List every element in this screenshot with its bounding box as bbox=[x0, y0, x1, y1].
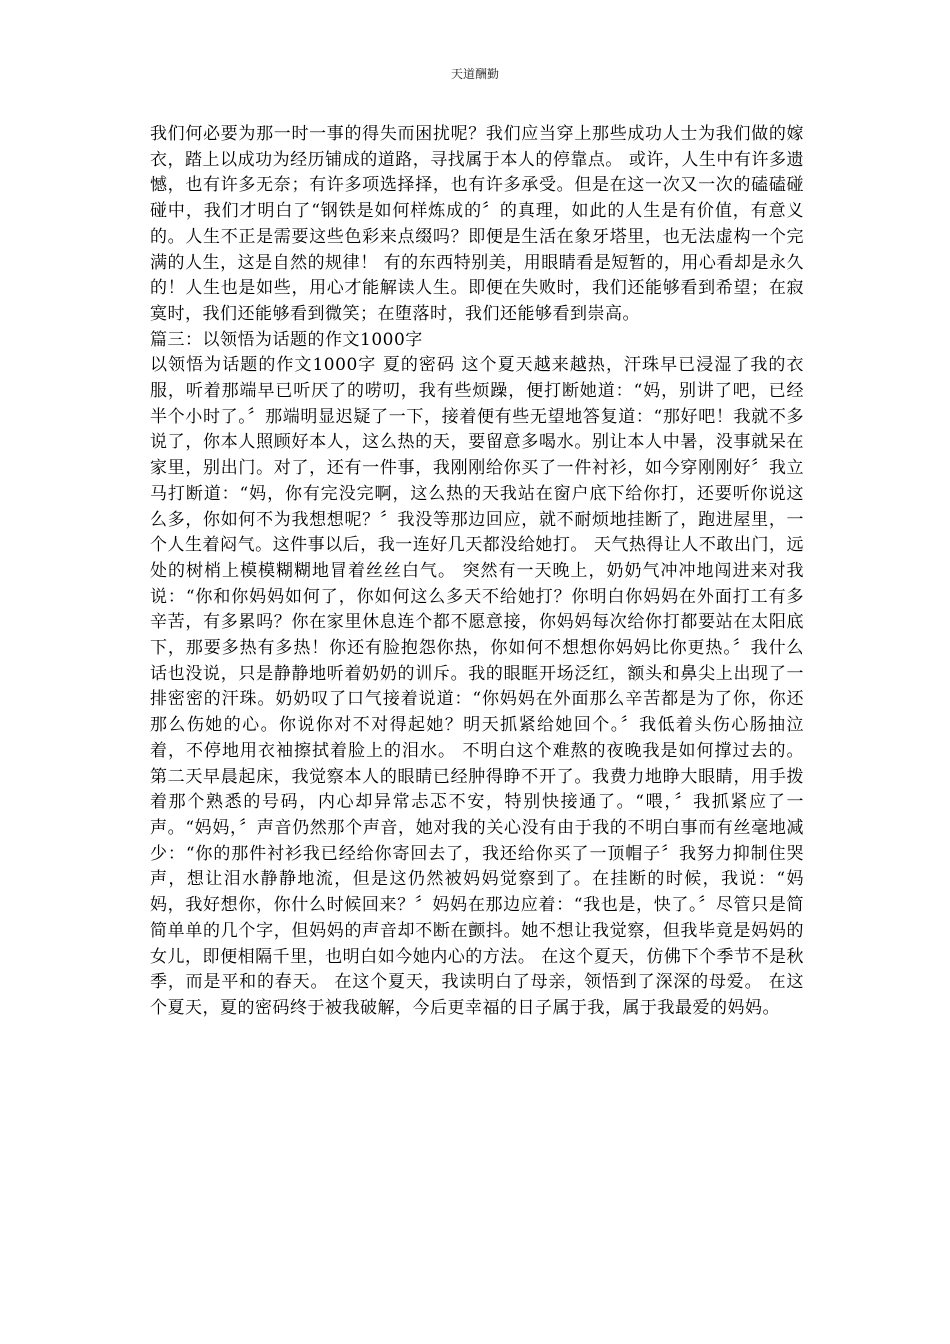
section-heading: 篇三：以领悟为话题的作文1000字 bbox=[150, 329, 423, 350]
body-paragraph-2: 以领悟为话题的作文1000字 夏的密码 这个夏天越来越热，汗珠早已浸湿了我的衣服，听着那端早已听厌了的唠叨，我有些烦躁，便打断她道：“妈，别讲了吧，已经半个小时了。〞那端明显迟疑了一下，接着便有些无望地答复道：“那好吧！我就不多说了，你本人照顾好本人，这么热的天，要留意多喝水。别让本人中暑，没事就呆在家里，别出门。对了，还有一件事，我刚刚给你买了一件衬衫，如今穿刚刚好〞我立马打断道：“妈，你有完没完啊，这么热的天我站在窗户底下给你打，还要听你说这么多，你如何不为我想想呢？〞我没等那边回应，就不耐烦地挂断了，跑进屋里，一个人生着闷气。这件事以后，我一连好几天都没给她打。 天气热得让人不敢出门，远处的树梢上模模糊糊地冒着丝丝白气。 突然有一天晚上，奶奶气冲冲地闯进来对我说：“你和你妈妈如何了，你如何这么多天不给她打？你明白你妈妈在外面打工有多辛苦，有多累吗？你在家里休息连个都不愿意接，你妈妈每次给你打都要站在太阳底下，那要多热有多热！你还有脸抱怨你热，你如何不想想你妈妈比你更热。〞我什么话也没说，只是静静地听着奶奶的训斥。我的眼眶开场泛红，额头和鼻尖上出现了一排密密的汗珠。奶奶叹了口气接着说道：“你妈妈在外面那么辛苦都是为了你，你还那么伤她的心。你说你对不对得起她？明天抓紧给她回个。〞我低着头伤心肠抽泣着，不停地用衣袖擦拭着脸上的泪水。 不明白这个难熬的夜晚我是如何撑过去的。 第二天早晨起床，我觉察本人的眼睛已经肿得睁不开了。我费力地睁大眼睛，用手拨着那个熟悉的号码，内心却异常忐忑不安，特别快接通了。“喂，〞我抓紧应了一声。“妈妈，〞声音仍然那个声音，她对我的关心没有由于我的不明白事而有丝毫地减少：“你的那件衬衫我已经给你寄回去了，我还给你买了一顶帽子〞我努力抑制住哭声，想让泪水静静地流，但是这仍然被妈妈觉察到了。在挂断的时候，我说：“妈妈，我好想你，你什么时候回来？〞妈妈在那边应着：“我也是，快了。〞尽管只是简简单单的几个字，但妈妈的声音却不断在颤抖。她不想让我觉察，但我毕竟是妈妈的女儿，即便相隔千里，也明白如今她内心的方法。 在这个夏天，仿佛下个季节不是秋季，而是平和的春天。 在这个夏天，我读明白了母亲，领悟到了深深的母爱。 在这个夏天，夏的密码终于被我破解，今后更幸福的日子属于我，属于我最爱的妈妈。 bbox=[150, 355, 804, 1018]
page-header bbox=[0, 66, 950, 82]
body-paragraph-1: 我们何必要为那一时一事的得失而困扰呢？我们应当穿上那些成功人士为我们做的嫁衣，踏上以成功为经历铺成的道路，寻找属于本人的停靠点。 或许，人生中有许多遗憾，也有许多无奈；有许多项选择择，也有许多承受。但是在这一次又一次的磕磕碰碰中，我们才明白了“钢铁是如何样炼成的〞的真理，如此的人生是有价值，有意义的。人生不正是需要这些色彩来点缀吗？即便是生活在象牙塔里，也无法虚构一个完满的人生，这是自然的规律！ 有的东西特别美，用眼睛看是短暂的，用心看却是永久的！人生也是如些，用心才能解读人生。即便在失败时，我们还能够看到希望；在寂寞时，我们还能够看到微笑；在堕落时，我们还能够看到崇高。 bbox=[150, 124, 804, 324]
header-title: 天道酬勤 bbox=[450, 67, 499, 81]
document-body bbox=[150, 122, 804, 1022]
